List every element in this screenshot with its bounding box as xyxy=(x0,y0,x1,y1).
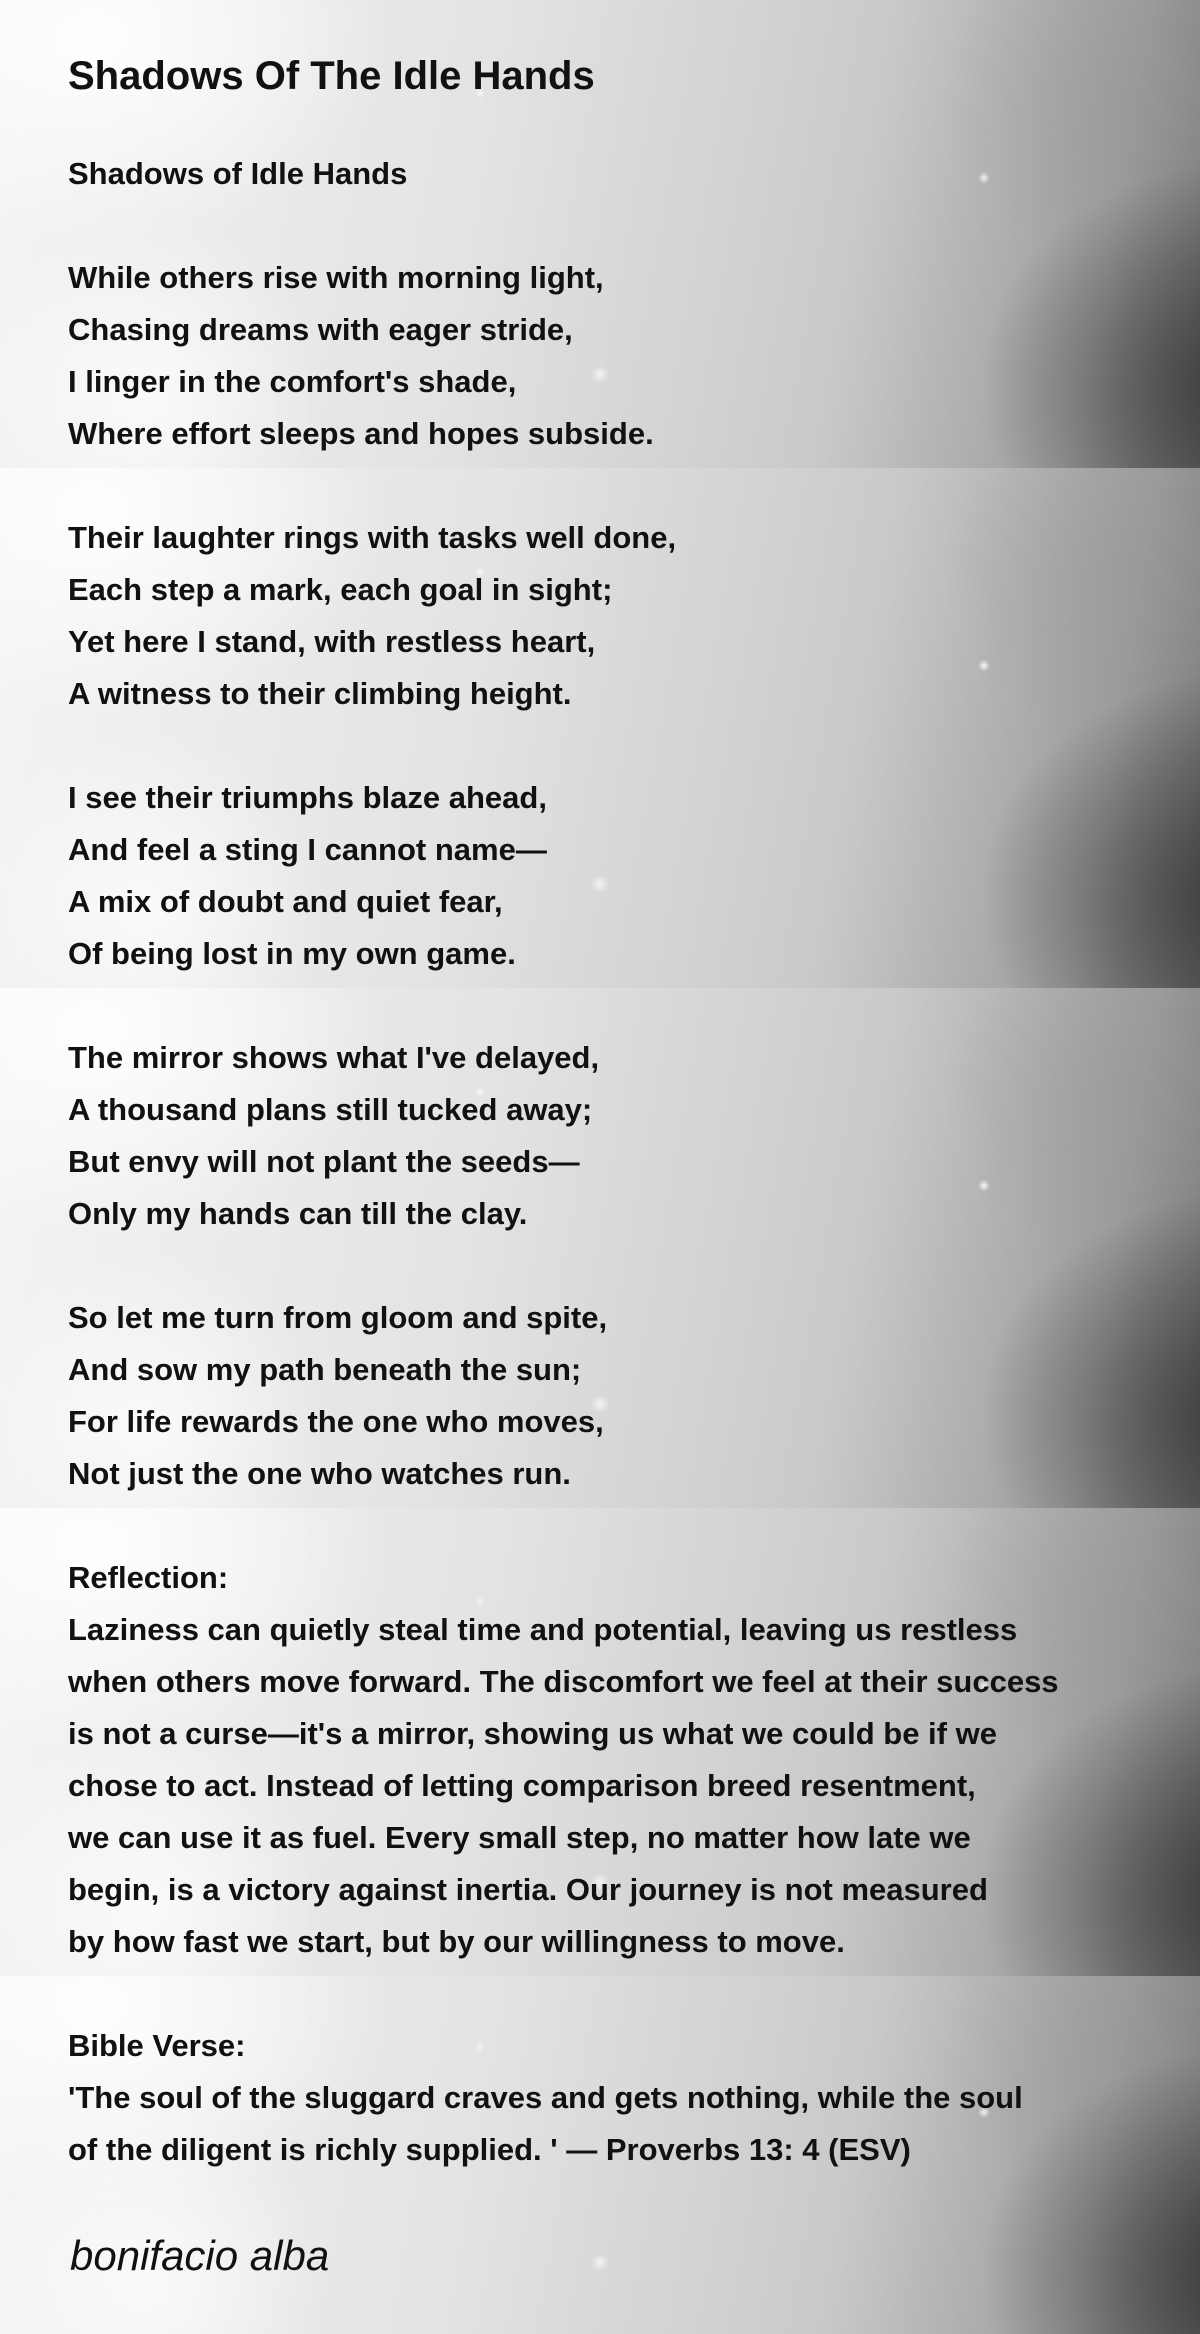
poem-subtitle: Shadows of Idle Hands xyxy=(68,156,408,191)
poem-body xyxy=(68,148,1148,2176)
poem-line: While others rise with morning light, xyxy=(68,260,604,295)
reflection-line: is not a curse—it's a mirror, showing us what we could be if we xyxy=(68,1716,997,1751)
poem-line: The mirror shows what I've delayed, xyxy=(68,1040,600,1075)
poem-line: Not just the one who watches run. xyxy=(68,1456,571,1491)
verse-heading: Bible Verse: xyxy=(68,2028,246,2063)
poem-line: And sow my path beneath the sun; xyxy=(68,1352,582,1387)
poem-line: Each step a mark, each goal in sight; xyxy=(68,572,613,607)
poem-line: I linger in the comfort's shade, xyxy=(68,364,517,399)
poem-line: Yet here I stand, with restless heart, xyxy=(68,624,596,659)
poem-line: A thousand plans still tucked away; xyxy=(68,1092,593,1127)
reflection-line: chose to act. Instead of letting comparison breed resentment, xyxy=(68,1768,976,1803)
poem-line: And feel a sting I cannot name— xyxy=(68,832,547,867)
poem-line: For life rewards the one who moves, xyxy=(68,1404,604,1439)
poem-title: Shadows Of The Idle Hands xyxy=(68,54,595,98)
reflection-heading: Reflection: xyxy=(68,1560,229,1595)
poem-line: Only my hands can till the clay. xyxy=(68,1196,528,1231)
verse-line: of the diligent is richly supplied. ' — Proverbs 13: 4 (ESV) xyxy=(68,2132,911,2167)
reflection-line: Laziness can quietly steal time and potential, leaving us restless xyxy=(68,1612,1018,1647)
poem-line: A mix of doubt and quiet fear, xyxy=(68,884,503,919)
reflection-line: we can use it as fuel. Every small step, no matter how late we xyxy=(68,1820,971,1855)
poem-line: I see their triumphs blaze ahead, xyxy=(68,780,547,815)
poem-line: Their laughter rings with tasks well done, xyxy=(68,520,677,555)
reflection-line: by how fast we start, but by our willingness to move. xyxy=(68,1924,845,1959)
poem-line: A witness to their climbing height. xyxy=(68,676,572,711)
reflection-line: begin, is a victory against inertia. Our journey is not measured xyxy=(68,1872,988,1907)
poem-line: Of being lost in my own game. xyxy=(68,936,516,971)
verse-line: 'The soul of the sluggard craves and gets nothing, while the soul xyxy=(68,2080,1023,2115)
poem-line: Chasing dreams with eager stride, xyxy=(68,312,573,347)
poem-author: bonifacio alba xyxy=(70,2232,330,2279)
reflection-line: when others move forward. The discomfort we feel at their success xyxy=(68,1664,1059,1699)
poem-line: Where effort sleeps and hopes subside. xyxy=(68,416,654,451)
poem-line: But envy will not plant the seeds— xyxy=(68,1144,580,1179)
poem-line: So let me turn from gloom and spite, xyxy=(68,1300,608,1335)
